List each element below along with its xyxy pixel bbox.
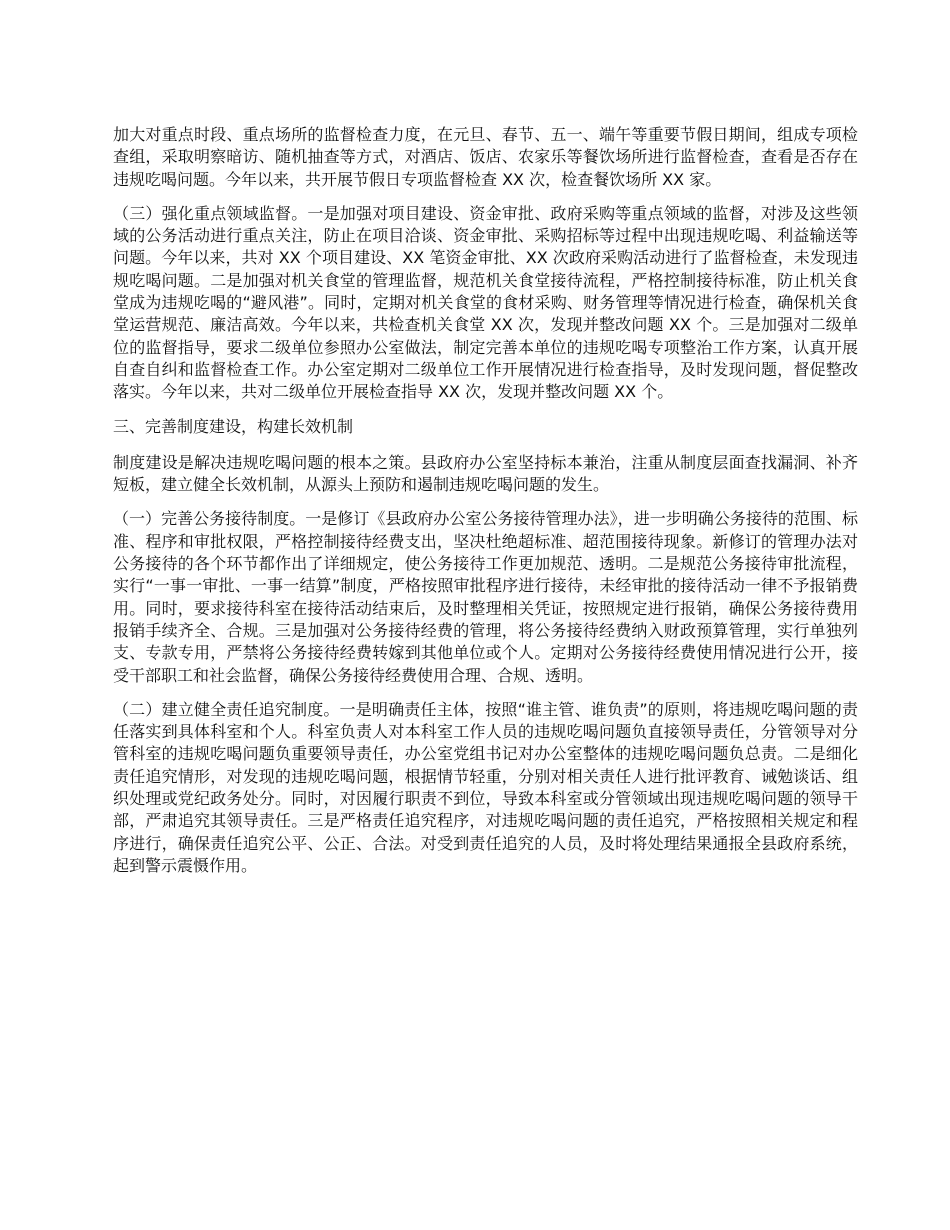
- paragraph-holiday-inspection: 加大对重点时段、重点场所的监督检查力度，在元旦、春节、五一、端午等重要节假日期间，组成专项检查组，采取明察暗访、随机抽查等方式，对酒店、饭店、农家乐等餐饮场所进行监督检查，查看是否存在违规吃喝问题。今年以来，共开展节假日专项监督检查 XX 次，检查餐饮场所 XX 家。: [113, 125, 858, 189]
- paragraph-accountability-system: （二）建立健全责任追究制度。一是明确责任主体，按照“谁主管、谁负责”的原则，将违规吃喝问题的责任落实到具体科室和个人。科室负责人对本科室工作人员的违规吃喝问题负直接领导责任，分管领导对分管科室的违规吃喝问题负重要领导责任，办公室党组书记对办公室整体的违规吃喝问题负总责。二是细化责任追究情形，对发现的违规吃喝问题，根据情节轻重，分别对相关责任人进行批评教育、诫勉谈话、组织处理或党纪政务处分。同时，对因履行职责不到位，导致本科室或分管领域出现违规吃喝问题的领导干部，严肃追究其领导责任。三是严格责任追究程序，对违规吃喝问题的责任追究，严格按照相关规定和程序进行，确保责任追究公平、公正、合法。对受到责任追究的人员，及时将处理结果通报全县政府系统，起到警示震慑作用。: [113, 699, 858, 875]
- document-page: [113, 124, 858, 889]
- paragraph-reception-system: （一）完善公务接待制度。一是修订《县政府办公室公务接待管理办法》，进一步明确公务接待的范围、标准、程序和审批权限，严格控制接待经费支出，坚决杜绝超标准、超范围接待现象。新修订的管理办法对公务接待的各个环节都作出了详细规定，使公务接待工作更加规范、透明。二是规范公务接待审批流程，实行“一事一审批、一事一结算”制度，严格按照审批程序进行接待，未经审批的接待活动一律不予报销费用。同时，要求接待科室在接待活动结束后，及时整理相关凭证，按照规定进行报销，确保公务接待费用报销手续齐全、合规。三是加强对公务接待经费的管理，将公务接待经费纳入财政预算管理，实行单独列支、专款专用，严禁将公务接待经费转嫁到其他单位或个人。定期对公务接待经费使用情况进行公开，接受干部职工和社会监督，确保公务接待经费使用合理、合规、透明。: [113, 509, 858, 685]
- section-heading: 三、完善制度建设，构建长效机制: [113, 416, 354, 436]
- paragraph-key-area-supervision: （三）强化重点领域监督。一是加强对项目建设、资金审批、政府采购等重点领域的监督，对涉及这些领域的公务活动进行重点关注，防止在项目洽谈、资金审批、采购招标等过程中出现违规吃喝、利益输送等问题。今年以来，共对 XX 个项目建设、XX 笔资金审批、XX 次政府采购活动进行了监督检查，未发现违规吃喝问题。二是加强对机关食堂的管理监督，规范机关食堂接待流程，严格控制接待标准，防止机关食堂成为违规吃喝的“避风港”。同时，定期对机关食堂的食材采购、财务管理等情况进行检查，确保机关食堂运营规范、廉洁高效。今年以来，共检查机关食堂 XX 次，发现并整改问题 XX 个。三是加强对二级单位的监督指导，要求二级单位参照办公室做法，制定完善本单位的违规吃喝专项整治工作方案，认真开展自查自纠和监督检查工作。办公室定期对二级单位工作开展情况进行检查指导，及时发现问题，督促整改落实。今年以来，共对二级单位开展检查指导 XX 次，发现并整改问题 XX 个。: [113, 203, 858, 402]
- paragraph-system-building-intro: 制度建设是解决违规吃喝问题的根本之策。县政府办公室坚持标本兼治，注重从制度层面查找漏洞、补齐短板，建立健全长效机制，从源头上预防和遏制违规吃喝问题的发生。: [113, 452, 858, 495]
